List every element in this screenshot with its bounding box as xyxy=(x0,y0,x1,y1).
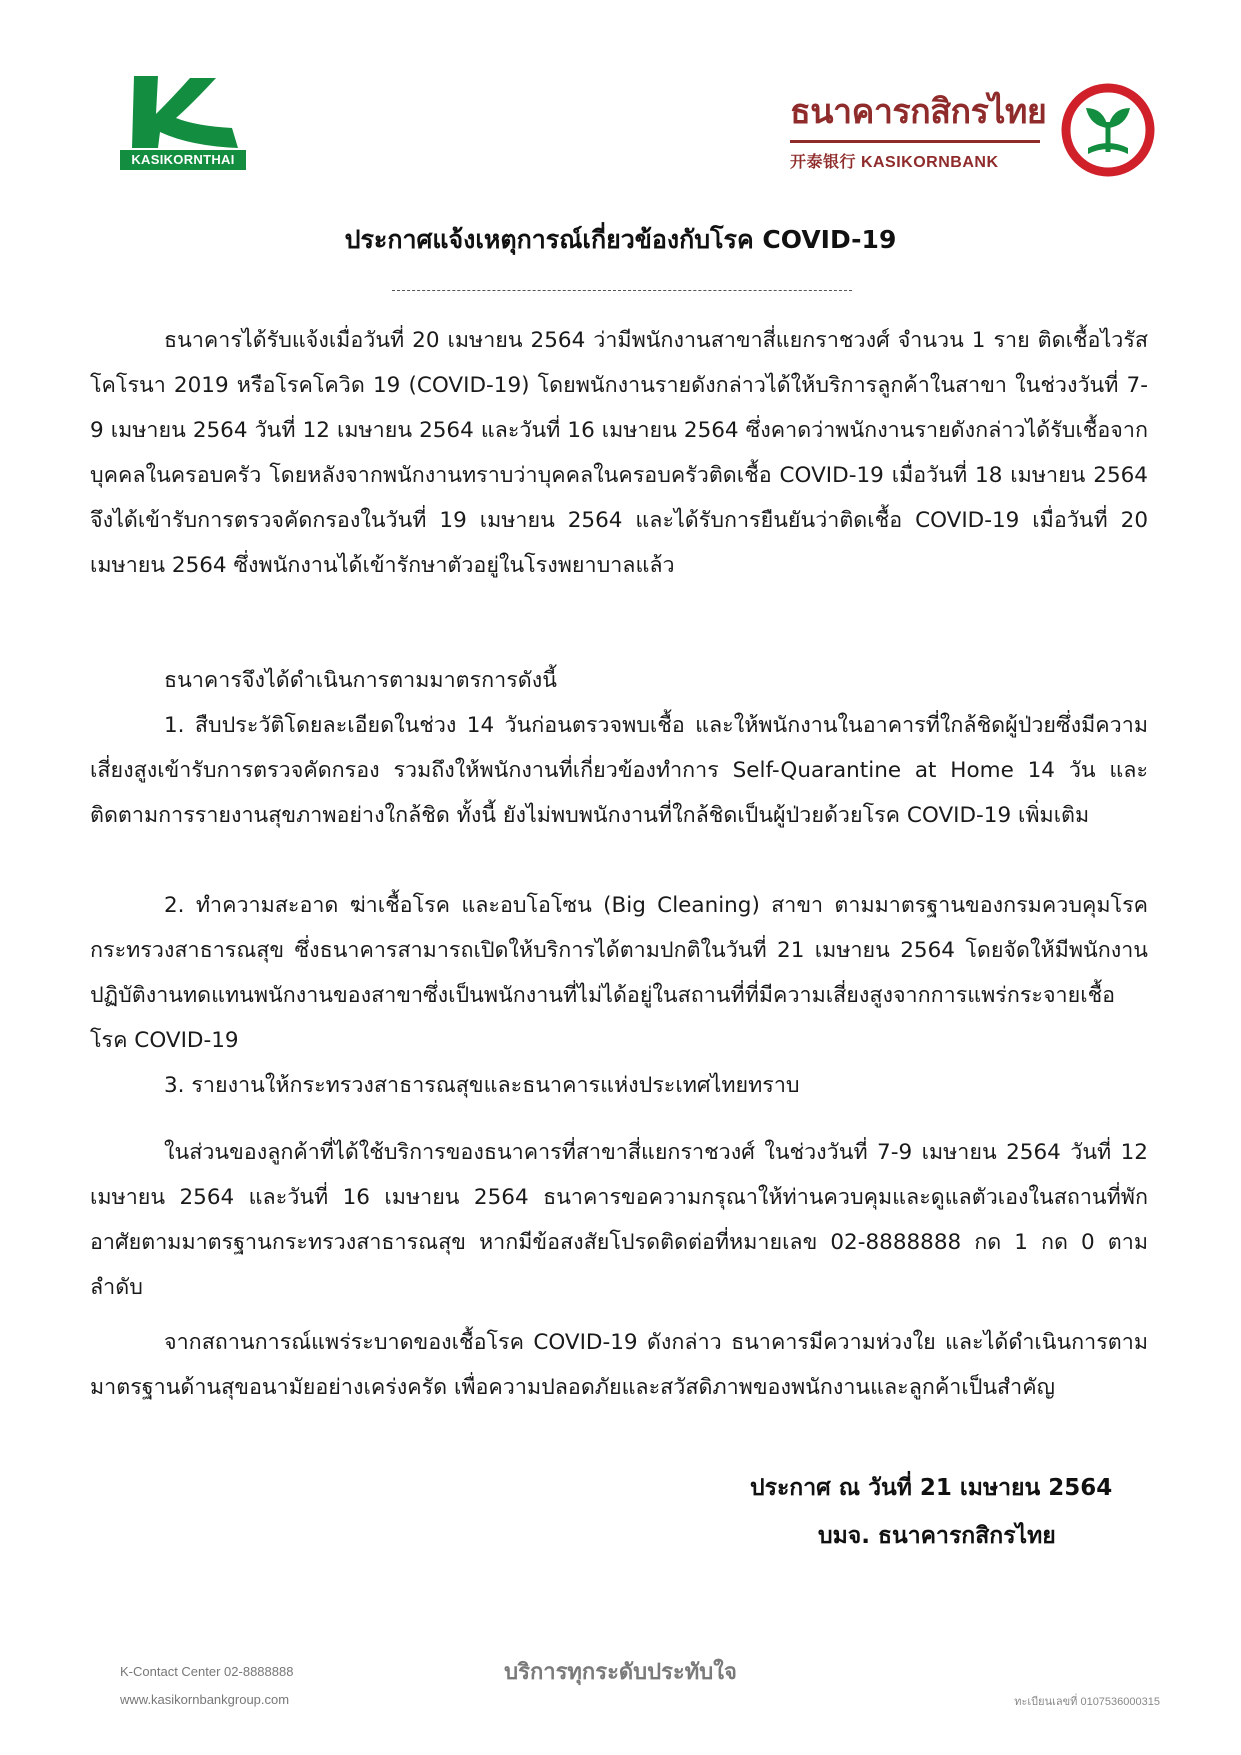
paragraph-measures-intro: ธนาคารจึงได้ดำเนินการตามมาตรการดังนี้ xyxy=(164,668,557,693)
title-divider xyxy=(392,290,852,291)
bank-name-eng: 开泰银行 KASIKORNBANK xyxy=(790,154,999,171)
k-letter-icon xyxy=(120,74,248,150)
footer-contact: K-Contact Center 02-8888888 xyxy=(120,1664,294,1679)
paragraph-incident: ธนาคารได้รับแจ้งเมื่อวันที่ 20 เมษายน 2564 ว่ามีพนักงานสาขาสี่แยกราชวงศ์ จำนวน 1 ราย ติดเชื้อไวรัสโคโรนา 2019 หรือโรคโควิด 19 (COVID-19) โดยพนักงานรายดังกล่าวได้ให้บริการลูกค้าในสาขา ในช่วงวันที่ 7-9 เมษายน 2564 วันที่ 12 เมษายน 2564 และวันที่ 16 เมษายน 2564 ซึ่งคาดว่าพนักงานรายดังกล่าวได้รับเชื้อจากบุคคลในครอบครัว โดยหลังจากพนักงานทราบว่าบุคคลในครอบครัวติดเชื้อ COVID-19 เมื่อวันที่ 18 เมษายน 2564 จึงได้เข้ารับการตรวจคัดกรองในวันที่ 19 เมษายน 2564 และได้รับการยืนยันว่าติดเชื้อ COVID-19 เมื่อวันที่ 20 เมษายน 2564 ซึ่งพนักงานได้เข้ารักษาตัวอยู่ในโรงพยาบาลแล้ว xyxy=(90,328,1148,578)
footer-registration: ทะเบียนเลขที่ 0107536000315 xyxy=(1014,1696,1160,1708)
measure-item-2: 2. ทำความสะอาด ฆ่าเชื้อโรค และอบโอโซน (Big Cleaning) สาขา ตามมาตรฐานของกรมควบคุมโรค กระทรวงสาธารณสุข ซึ่งธนาคารสามารถเปิดให้บริการได้ตามปกติในวันที่ 21 เมษายน 2564 โดยจัดให้มีพนักงานปฏิบัติงานทดแทนพนักงานของสาขาซึ่งเป็นพนักงานที่ไม่ได้อยู่ในสถานที่ที่มีความเสี่ยงสูงจากการแพร่กระจายเชื้อโรค COVID-19 xyxy=(90,893,1148,1053)
kbank-emblem-icon xyxy=(1060,82,1156,178)
measure-item-3: 3. รายงานให้กระทรวงสาธารณสุขและธนาคารแห่งประเทศไทยทราบ xyxy=(164,1073,800,1098)
measure-item-1: 1. สืบประวัติโดยละเอียดในช่วง 14 วันก่อนตรวจพบเชื้อ และให้พนักงานในอาคารที่ใกล้ชิดผู้ป่วยซึ่งมีความเสี่ยงสูงเข้ารับการตรวจคัดกรอง รวมถึงให้พนักงานที่เกี่ยวข้องทำการ Self-Quarantine at Home 14 วัน และติดตามการรายงานสุขภาพอย่างใกล้ชิด ทั้งนี้ ยังไม่พบพนักงานที่ใกล้ชิดเป็นผู้ป่วยด้วยโรค COVID-19 เพิ่มเติม xyxy=(90,713,1148,828)
kasikornthai-badge: KASIKORNTHAI xyxy=(120,150,246,170)
paragraph-customers: ในส่วนของลูกค้าที่ได้ใช้บริการของธนาคารที่สาขาสี่แยกราชวงศ์ ในช่วงวันที่ 7-9 เมษายน 2564 วันที่ 12 เมษายน 2564 และวันที่ 16 เมษายน 2564 ธนาคารขอความกรุณาให้ท่านควบคุมและดูแลตัวเองในสถานที่พักอาศัยตามมาตรฐานกระทรวงสาธารณสุข หากมีข้อสงสัยโปรดติดต่อที่หมายเลข 02-8888888 กด 1 กด 0 ตามลำดับ xyxy=(90,1140,1148,1300)
bank-name-thai: ธนาคารกสิกรไทย xyxy=(790,92,1047,132)
footer-website: www.kasikornbankgroup.com xyxy=(120,1692,290,1707)
paragraph-closing: จากสถานการณ์แพร่ระบาดของเชื้อโรค COVID-19 ดังกล่าว ธนาคารมีความห่วงใย และได้ดำเนินการตามมาตรฐานด้านสุขอนามัยอย่างเคร่งครัด เพื่อความปลอดภัยและสวัสดิภาพของพนักงานและลูกค้าเป็นสำคัญ xyxy=(90,1330,1148,1400)
bank-brand xyxy=(790,84,1050,172)
footer-slogan: บริการทุกระดับประทับใจ xyxy=(504,1660,737,1685)
brand-underline xyxy=(790,140,1040,143)
kasikornthai-logo xyxy=(120,74,248,172)
announcement-date: ประกาศ ณ วันที่ 21 เมษายน 2564 xyxy=(750,1475,1113,1501)
issuer-name: บมจ. ธนาคารกสิกรไทย xyxy=(818,1523,1056,1549)
announcement-title: ประกาศแจ้งเหตุการณ์เกี่ยวข้องกับโรค COVID-19 xyxy=(344,225,897,254)
